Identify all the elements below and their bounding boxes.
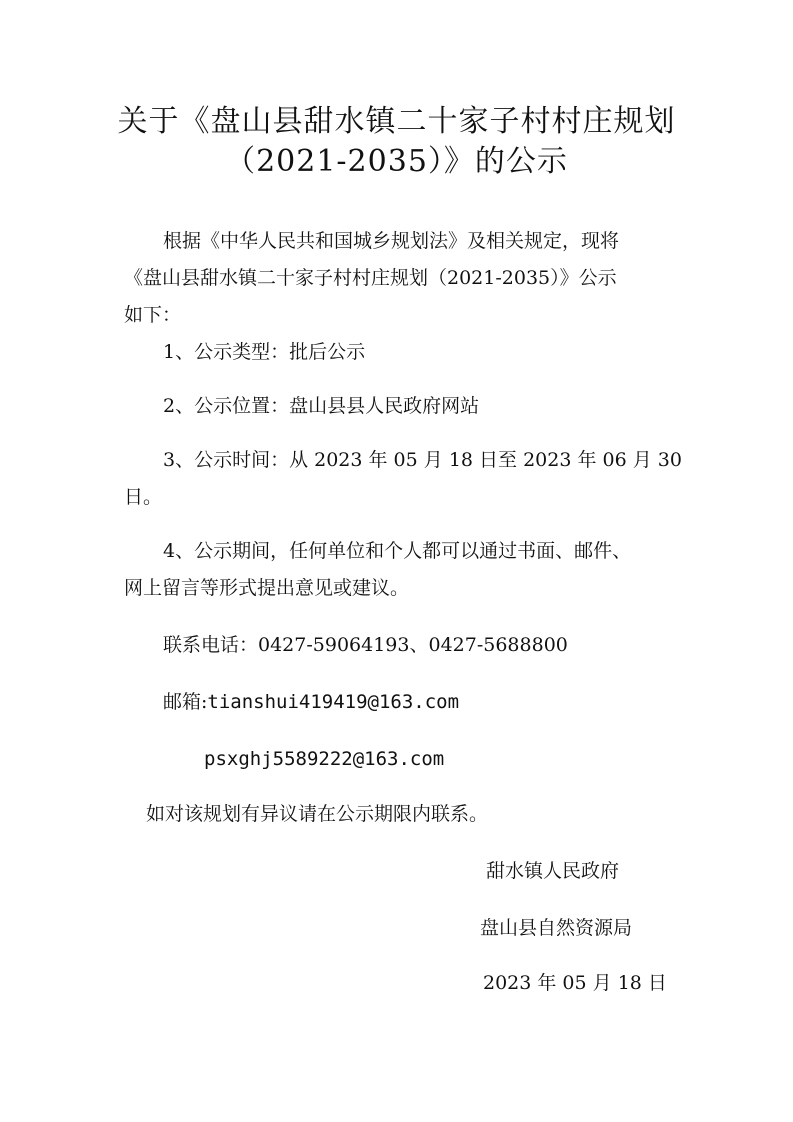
item-location: 2、公示位置：盘山县县人民政府网站	[163, 395, 480, 417]
item-period-line-2: 网上留言等形式提出意见或建议。	[124, 577, 410, 599]
contact-email-row	[163, 689, 459, 715]
signature-org-2: 盘山县自然资源局	[480, 917, 633, 939]
signature-org-1: 甜水镇人民政府	[486, 860, 620, 882]
contact-phone: 联系电话：0427-59064193、0427-5688800	[163, 634, 568, 656]
intro-line-3: 如下：	[124, 304, 182, 326]
item-time-line-1: 3、公示时间：从 2023 年 05 月 18 日至 2023 年 06 月 30	[163, 449, 682, 471]
intro-line-1: 根据《中华人民共和国城乡规划法》及相关规定，现将	[163, 230, 620, 252]
closing-text: 如对该规划有异议请在公示期限内联系。	[146, 803, 489, 825]
email-link-1[interactable]: tianshui419419@163.com	[207, 691, 460, 713]
item-time-line-2: 日。	[124, 486, 163, 508]
email-label: 邮箱:	[163, 691, 208, 713]
title-line-1: 关于《盘山县甜水镇二十家子村村庄规划	[117, 104, 676, 139]
title-line-2: （2021-2035）》的公示	[225, 144, 568, 179]
email-link-2[interactable]: psxghj5589222@163.com	[204, 748, 445, 770]
item-period-line-1: 4、公示期间，任何单位和个人都可以通过书面、邮件、	[163, 540, 632, 562]
signature-date: 2023 年 05 月 18 日	[483, 972, 667, 994]
intro-line-2: 《盘山县甜水镇二十家子村村庄规划（2021-2035）》公示	[124, 267, 617, 289]
item-type: 1、公示类型：批后公示	[163, 341, 366, 363]
